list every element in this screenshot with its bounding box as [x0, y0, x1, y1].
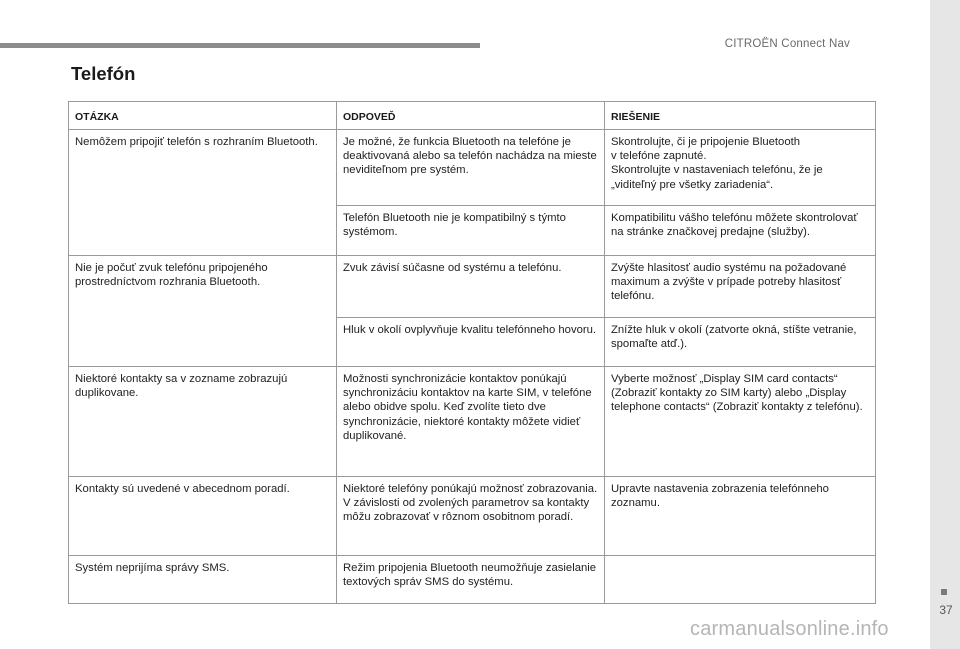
solution-cell: Znížte hluk v okolí (zatvorte okná, stíšte vetranie, spomaľte atď.). [605, 318, 876, 367]
question-cell: Nie je počuť zvuk telefónu pripojeného prostredníctvom rozhrania Bluetooth. [69, 256, 337, 367]
solution-cell: Zvýšte hlasitosť audio systému na požadované maximum a zvýšte v prípade potreby hlasitosť telefónu. [605, 256, 876, 318]
watermark: carmanualsonline.info [690, 618, 889, 640]
table-row [69, 256, 876, 318]
question-cell: Nemôžem pripojiť telefón s rozhraním Bluetooth. [69, 130, 337, 256]
page-number: 37 [939, 603, 953, 617]
table-row [69, 367, 876, 477]
troubleshooting-table [68, 101, 876, 604]
table-row [69, 477, 876, 556]
answer-cell: Zvuk závisí súčasne od systému a telefónu. [337, 256, 605, 318]
question-cell: Systém neprijíma správy SMS. [69, 556, 337, 604]
column-header-question: OTÁZKA [69, 102, 337, 130]
solution-cell [605, 556, 876, 604]
header-rule [0, 43, 480, 48]
table-row [69, 130, 876, 206]
solution-cell: Vyberte možnosť „Display SIM card contacts“ (Zobraziť kontakty zo SIM karty) alebo „Display telephone contacts“ (Zobraziť kontakty z telefónu). [605, 367, 876, 477]
answer-cell: Telefón Bluetooth nie je kompatibilný s týmto systémom. [337, 206, 605, 256]
table-row [69, 556, 876, 604]
question-cell: Kontakty sú uvedené v abecednom poradí. [69, 477, 337, 556]
answer-cell: Niektoré telefóny ponúkajú možnosť zobrazovania. V závislosti od zvolených parametrov sa kontakty môžu zobrazovať v rôznom osobitnom poradí. [337, 477, 605, 556]
section-title: Telefón [71, 63, 136, 84]
page-edge-band [930, 0, 960, 649]
solution-cell: Skontrolujte, či je pripojenie Bluetooth v telefóne zapnuté. Skontrolujte v nastaveniach telefónu, že je „viditeľný pre všetky zariadenia“. [605, 130, 876, 206]
page-marker [941, 589, 947, 595]
document-title: CITROËN Connect Nav [724, 38, 850, 50]
question-cell: Niektoré kontakty sa v zozname zobrazujú duplikovane. [69, 367, 337, 477]
table-header-row [69, 102, 876, 130]
answer-cell: Hluk v okolí ovplyvňuje kvalitu telefónneho hovoru. [337, 318, 605, 367]
column-header-solution: RIEŠENIE [605, 102, 876, 130]
answer-cell: Možnosti synchronizácie kontaktov ponúkajú synchronizáciu kontaktov na karte SIM, v telefóne alebo obidve spolu. Keď zvolíte tieto dve synchronizácie, niektoré kontakty môžete vidieť duplikované. [337, 367, 605, 477]
answer-cell: Je možné, že funkcia Bluetooth na telefóne je deaktivovaná alebo sa telefón nachádza na mieste neviditeľnom pre systém. [337, 130, 605, 206]
answer-cell: Režim pripojenia Bluetooth neumožňuje zasielanie textových správ SMS do systému. [337, 556, 605, 604]
solution-cell: Kompatibilitu vášho telefónu môžete skontrolovať na stránke značkovej predajne (služby). [605, 206, 876, 256]
column-header-answer: ODPOVEĎ [337, 102, 605, 130]
solution-cell: Upravte nastavenia zobrazenia telefónneho zoznamu. [605, 477, 876, 556]
